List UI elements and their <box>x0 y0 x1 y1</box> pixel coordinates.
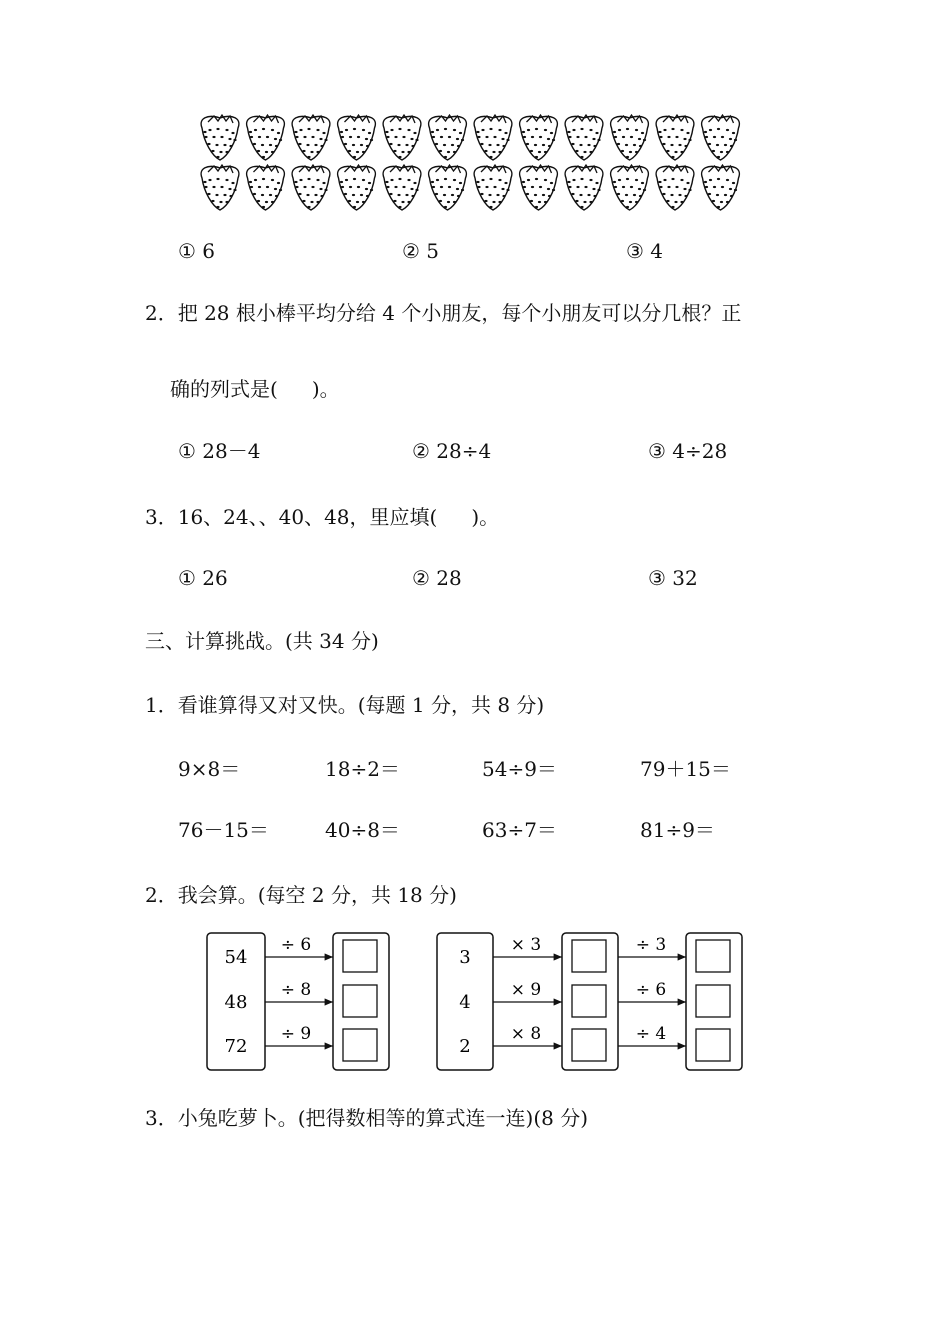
calc-item: 79＋15＝ <box>640 757 731 781</box>
q3-question-line <box>145 507 499 527</box>
answer-box[interactable] <box>572 940 606 972</box>
answer-box[interactable] <box>572 1029 606 1061</box>
right-input-value: 3 <box>459 947 471 968</box>
right-middle-column <box>562 933 618 1070</box>
q2-question-line2 <box>170 379 340 399</box>
q1-option-2: ② 5 <box>402 239 440 263</box>
strawberry-icon <box>383 115 421 160</box>
calc-item: 18÷2＝ <box>325 757 400 781</box>
section3-title: 三、计算挑战。(共 34 分) <box>145 629 379 653</box>
strawberry-icon <box>247 115 285 160</box>
answer-box[interactable] <box>343 940 377 972</box>
strawberry-icon <box>292 115 330 160</box>
q3-text-after: )。 <box>471 505 500 529</box>
strawberry-icon <box>247 165 285 210</box>
left-input-value: 48 <box>224 992 248 1013</box>
strawberry-icon <box>429 165 467 210</box>
s3-part1-title: 1．看谁算得又对又快。(每题 1 分，共 8 分) <box>145 693 545 717</box>
left-input-box <box>207 933 265 1070</box>
answer-box[interactable] <box>572 985 606 1017</box>
s3-part3-title: 3．小兔吃萝卜。(把得数相等的算式连一连)(8 分) <box>145 1106 589 1130</box>
left-answer-column <box>333 933 389 1070</box>
calc-item: 76－15＝ <box>178 818 269 842</box>
q3-option-2: ② 28 <box>412 566 462 590</box>
strawberries-illustration <box>198 112 758 212</box>
q2-option-2: ② 28÷4 <box>412 439 492 463</box>
strawberry-icon <box>338 115 376 160</box>
right-op1-label: × 3 <box>510 935 542 955</box>
calc-item: 54÷9＝ <box>482 757 557 781</box>
q3-option-3: ③ 32 <box>648 566 698 590</box>
calc-item: 81÷9＝ <box>640 818 715 842</box>
q2-option-3: ③ 4÷28 <box>648 439 728 463</box>
q1-option-1: ① 6 <box>178 239 216 263</box>
strawberry-icon <box>429 115 467 160</box>
strawberry-icon <box>611 165 649 210</box>
strawberry-icon <box>338 165 376 210</box>
right-op2-label: ÷ 6 <box>635 980 667 1000</box>
q2-question-line1: 2．把 28 根小棒平均分给 4 个小朋友，每个小朋友可以分几根？正 <box>145 301 742 325</box>
q1-option-3: ③ 4 <box>626 239 664 263</box>
answer-box[interactable] <box>696 1029 730 1061</box>
strawberry-icon <box>565 165 603 210</box>
strawberry-icon <box>656 165 694 210</box>
calc-item: 9×8＝ <box>178 757 241 781</box>
answer-box[interactable] <box>343 1029 377 1061</box>
left-op-label: ÷ 9 <box>280 1024 312 1044</box>
calc-item: 63÷7＝ <box>482 818 557 842</box>
strawberry-icon <box>565 115 603 160</box>
strawberry-icon <box>383 165 421 210</box>
strawberry-icon <box>474 165 512 210</box>
left-input-value: 54 <box>224 947 248 968</box>
answer-box[interactable] <box>343 985 377 1017</box>
strawberry-icon <box>292 165 330 210</box>
right-op1-label: × 8 <box>510 1024 542 1044</box>
strawberry-icon <box>520 165 558 210</box>
q3-text-before: 3．16、24、、40、48，里应填( <box>145 505 438 529</box>
right-input-box <box>437 933 493 1070</box>
left-op-label: ÷ 8 <box>280 980 312 1000</box>
answer-box[interactable] <box>696 985 730 1017</box>
right-op2-label: ÷ 3 <box>635 935 667 955</box>
left-op-label: ÷ 6 <box>280 935 312 955</box>
strawberry-icon <box>702 115 740 160</box>
q2-option-1: ① 28－4 <box>178 439 261 463</box>
strawberry-icon <box>520 115 558 160</box>
left-input-value: 72 <box>224 1036 248 1057</box>
calc-item: 40÷8＝ <box>325 818 400 842</box>
q2-text-before: 确的列式是( <box>170 377 278 401</box>
right-input-value: 4 <box>459 992 471 1013</box>
strawberry-icon <box>656 115 694 160</box>
s3-part2-title: 2．我会算。(每空 2 分，共 18 分) <box>145 883 457 907</box>
right-op2-label: ÷ 4 <box>635 1024 667 1044</box>
strawberry-icon <box>201 165 239 210</box>
strawberry-icon <box>474 115 512 160</box>
q3-option-1: ① 26 <box>178 566 228 590</box>
q2-text-after: )。 <box>311 377 340 401</box>
strawberry-icon <box>702 165 740 210</box>
right-input-value: 2 <box>459 1036 471 1057</box>
right-answer-column <box>686 933 742 1070</box>
right-op1-label: × 9 <box>510 980 542 1000</box>
answer-box[interactable] <box>696 940 730 972</box>
strawberry-icon <box>201 115 239 160</box>
strawberry-icon <box>611 115 649 160</box>
